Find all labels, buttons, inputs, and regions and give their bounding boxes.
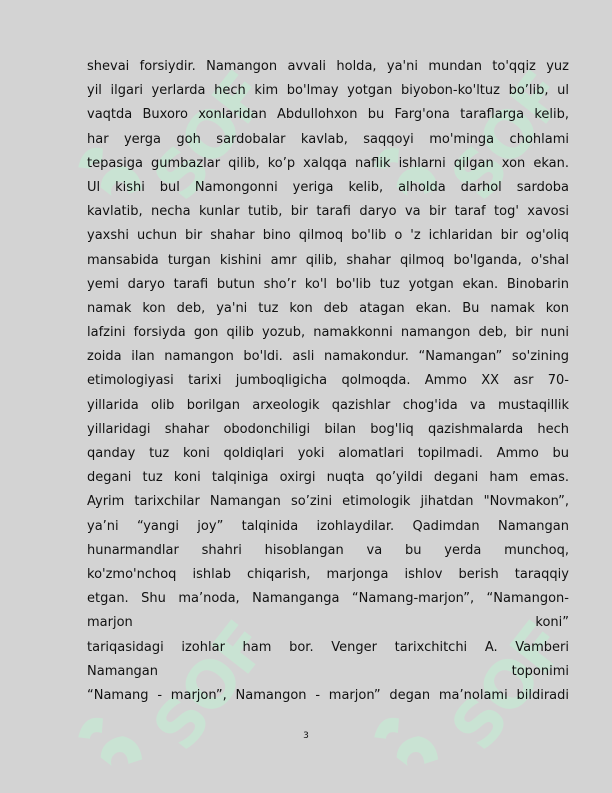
text-line: shevai forsiydir. Namangon avvali holda, ya'ni mundan to'qqiz yuz bbox=[87, 59, 569, 74]
text-line: ko'zmo'nchoq ishlab chiqarish, marjonga ishlov berish taraqqiy bbox=[87, 566, 569, 582]
text-line: har yerga goh sardobalar kavlab, saqqoyi mo'minga chohlami bbox=[87, 131, 569, 147]
text-line: vaqtda Buxoro xonlaridan Abdullohxon bu Farg'ona taraflarga kelib, bbox=[87, 107, 569, 123]
page-number: 3 bbox=[303, 731, 309, 741]
text-line: etgan. Shu ma’noda, Namanganga “Namang-marjon”, “Namangon- bbox=[87, 591, 569, 607]
watermark-text: SOF bbox=[437, 609, 581, 765]
text-line: zoida ilan namangon bo'ldi. asli namakondur. “Namangan” so'zining bbox=[87, 349, 569, 365]
text-line: degani tuz koni talqiniga oxirgi nuqta qo’yildi degani ham emas. bbox=[87, 470, 569, 486]
text-line: etimologiyasi tarixi jumboqligicha qolmoqda. Ammo XX asr 70- bbox=[87, 373, 569, 389]
text-line: Namangan toponimi bbox=[87, 663, 569, 679]
text-line: Ul kishi bul Namongonni yeriga kelib, alholda darhol sardoba bbox=[87, 179, 569, 195]
text-line: ya’ni “yangi joy” talqinida izohlaydilar. Qadimdan Namangan bbox=[87, 518, 569, 534]
text-line: marjon koni” bbox=[87, 615, 569, 631]
text-line: tepasiga gumbazlar qilib, ko’p xalqqa naflik ishlarni qilgan xon ekan. bbox=[87, 155, 569, 171]
text-line: Ayrim tarixchilar Namangan so’zini etimologik jihatdan "Novmakon”, bbox=[87, 494, 569, 510]
text-line: kavlatib, necha kunlar tutib, bir tarafi daryo va bir taraf tog' xavosi bbox=[87, 204, 569, 220]
text-line: qanday tuz koni qoldiqlari yoki alomatlari topilmadi. Ammo bu bbox=[87, 446, 569, 461]
watermark-text: SOF bbox=[139, 59, 283, 215]
text-line: lafzini forsiyda gon qilib yozub, namakkonni namangon deb, bir nuni bbox=[87, 325, 569, 341]
text-line: yaxshi uchun bir shahar bino qilmoq bo'lib o 'z ichlaridan bir og'oliq bbox=[87, 228, 569, 244]
watermark-text: SOF bbox=[139, 609, 283, 765]
text-line: hunarmandlar shahri hisoblangan va bu yerda munchoq, bbox=[87, 542, 569, 558]
text-line: yemi daryo tarafi butun sho’r ko'l bo'lib tuz yotgan ekan. Binobarin bbox=[87, 276, 569, 292]
body-text bbox=[87, 55, 569, 708]
text-line: “Namang - marjon”, Namangon - marjon” degan ma’nolami bildiradi bbox=[87, 687, 569, 703]
watermark-text: SOF bbox=[437, 59, 581, 215]
text-line: yil ilgari yerlarda hech kim bo'lmay yotgan biyobon-ko'ltuz bo’lib, ul bbox=[87, 83, 569, 99]
text-line: yillarida olib borilgan arxeologik qazishlar chog'ida va mustaqillik bbox=[87, 397, 569, 413]
text-line: tariqasidagi izohlar ham bor. Venger tarixchitchi A. Vamberi bbox=[87, 639, 569, 655]
text-line: yillaridagi shahar obodonchiligi bilan bog'liq qazishmalarda hech bbox=[87, 421, 569, 437]
text-line: namak kon deb, ya'ni tuz kon deb atagan ekan. Bu namak kon bbox=[87, 300, 569, 316]
text-line: mansabida turgan kishini amr qilib, shahar qilmoq bo'lganda, o'shal bbox=[87, 252, 569, 268]
